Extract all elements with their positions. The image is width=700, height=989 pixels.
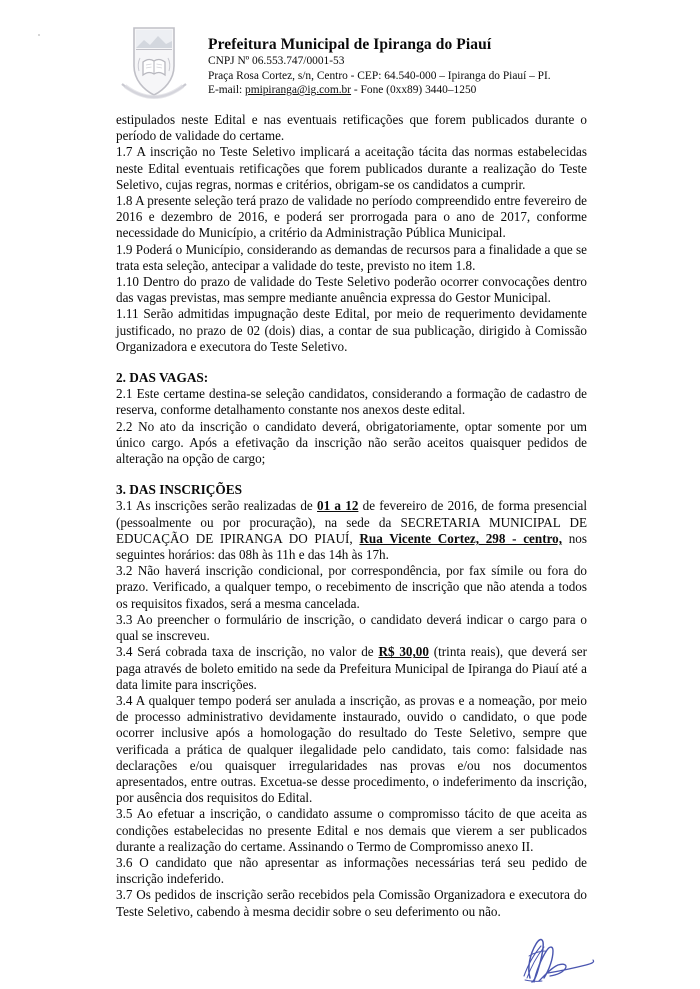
inscription-address-emphasis: Rua Vicente Cortez, 298 - centro, bbox=[359, 530, 563, 546]
paragraph-3-4-part-b: (trinta reais), que deverá ser paga através de boleto emitido na sede da Prefeitura Municipal de Ipiranga do Piauí até a data limite para inscrições. bbox=[116, 644, 587, 692]
document-body bbox=[116, 112, 587, 920]
section-heading-2: 2. DAS VAGAS: bbox=[116, 370, 209, 386]
paragraph-3-6: 3.6 O candidato que não apresentar as informações necessárias terá seu pedido de inscrição indeferido. bbox=[116, 854, 587, 887]
inscription-dates-emphasis: 01 a 12 bbox=[317, 498, 359, 514]
paragraph-3-1-part-a: 3.1 As inscrições serão realizadas de bbox=[116, 498, 318, 514]
organization-title: Prefeitura Municipal de Ipiranga do Piauí bbox=[208, 36, 492, 53]
spacer bbox=[116, 355, 587, 370]
paragraph-3-2: 3.2 Não haverá inscrição condicional, por correspondência, por fax símile ou fora do prazo. Verificado, a qualquer tempo, o recebimento de inscrição que não atenda a todos os requisitos fixados, será a mesma cancelada. bbox=[116, 563, 587, 611]
paragraph-3-4-part-a: 3.4 Será cobrada taxa de inscrição, no valor de bbox=[116, 644, 379, 660]
paragraph-3-5: 3.5 Ao efetuar a inscrição, o candidato assume o compromisso tácito de que aceita as condições estabelecidas no presente Edital e nos demais que vierem a ser publicados durante a realização do certame. Assinando o Termo de Compromisso anexo II. bbox=[116, 806, 587, 854]
paragraph-1-9: 1.9 Poderá o Município, considerando as demandas de recursos para a finalidade a que se trata esta seleção, antecipar a validade do teste, previsto no item 1.8. bbox=[116, 241, 587, 273]
letterhead bbox=[0, 22, 700, 110]
organization-contact bbox=[208, 84, 551, 97]
paragraph-3-1-part-c: nos seguintes horários: das 08h às 11h e das 14h às 17h. bbox=[116, 530, 587, 563]
handwritten-signature bbox=[494, 932, 614, 988]
section-heading-3: 3. DAS INSCRIÇÕES bbox=[116, 482, 242, 498]
fee-amount-emphasis: R$ 30,00 bbox=[378, 644, 429, 660]
paragraph-1-10: 1.10 Dentro do prazo de validade do Teste Seletivo poderão ocorrer convocações dentro das vagas previstas, mas sempre mediante anuência expressa do Gestor Municipal. bbox=[116, 274, 587, 306]
paragraph-3-7: 3.7 Os pedidos de inscrição serão recebidos pela Comissão Organizadora e executora do Teste Seletivo, cabendo à mesma decidir sobre o seu deferimento ou não. bbox=[116, 887, 587, 919]
paragraph-1-8: 1.8 A presente seleção terá prazo de validade no período compreendido entre fevereiro de 2016 e dezembro de 2016, e poderá ser prorrogada para o ano de 2017, conforme necessidade do Município, a critério da Administração Pública Municipal. bbox=[116, 193, 587, 241]
paragraph-2-1: 2.1 Este certame destina-se seleção candidatos, considerando a formação de cadastro de reserva, conforme detalhamento constante nos anexos deste edital. bbox=[116, 386, 587, 418]
coat-of-arms-icon bbox=[116, 22, 192, 108]
paragraph-3-1-part-b: de fevereiro de 2016, de forma presencial (pessoalmente ou por procuração), na sede da SECRETARIA MUNICIPAL DE EDUCAÇÃO DE IPIRANGA DO PIAUÍ, bbox=[116, 498, 587, 546]
paragraph-3-4-fee bbox=[116, 644, 587, 693]
email-address: pmipiranga@ig.com.br bbox=[245, 84, 352, 97]
contact-prefix: E-mail: bbox=[208, 84, 246, 97]
paragraph-3-4-annulment: 3.4 A qualquer tempo poderá ser anulada a inscrição, as provas e a nomeação, por meio de processo administrativo devidamente instaurado, ouvido o candidato, o que pode ocorrer inclusive após a homologação do resultado do Teste Seletivo, sempre que verificada a prática de qualquer ilegalidade pelo candidato, tais como: falsidade nas declarações e/ou quaisquer irregularidades nas provas e/ou nos documentos apresentados, entre outras. Excetua-se desse procedimento, o indeferimento da inscrição, por ausência dos requisitos do Edital. bbox=[116, 692, 587, 806]
paragraph-continuation: estipulados neste Edital e nas eventuais retificações que forem publicados durante o período de validade do certame. bbox=[116, 112, 587, 144]
organization-address: Praça Rosa Cortez, s/n, Centro - CEP: 64.540-000 – Ipiranga do Piauí – PI. bbox=[208, 69, 551, 82]
paragraph-1-11: 1.11 Serão admitidas impugnação deste Edital, por meio de requerimento devidamente justificado, no prazo de 02 (dois) dias, a contar de sua publicação, dirigido à Comissão Organizadora e executora do Teste Seletivo. bbox=[116, 306, 587, 354]
organization-cnpj: CNPJ Nº 06.553.747/0001-53 bbox=[208, 55, 345, 68]
paragraph-1-7: 1.7 A inscrição no Teste Seletivo implicará a aceitação tácita das normas estabelecidas neste Edital eventuais retificações que forem publicados durante a realização do Teste Seletivo, cujas regras, normas e critérios, obrigam-se os candidatos a cumprir. bbox=[116, 144, 587, 192]
contact-phone: - Fone (0xx89) 3440–1250 bbox=[351, 84, 477, 97]
letterhead-text bbox=[208, 22, 551, 98]
paragraph-2-2: 2.2 No ato da inscrição o candidato deverá, obrigatoriamente, optar somente por um único cargo. Após a efetivação da inscrição não serão aceitos quaisquer pedidos de alteração na opção de cargo; bbox=[116, 418, 587, 467]
spacer bbox=[116, 467, 587, 482]
paragraph-3-3: 3.3 Ao preencher o formulário de inscrição, o candidato deverá indicar o cargo para o qual se inscreveu. bbox=[116, 611, 587, 644]
paragraph-3-1 bbox=[116, 498, 587, 563]
